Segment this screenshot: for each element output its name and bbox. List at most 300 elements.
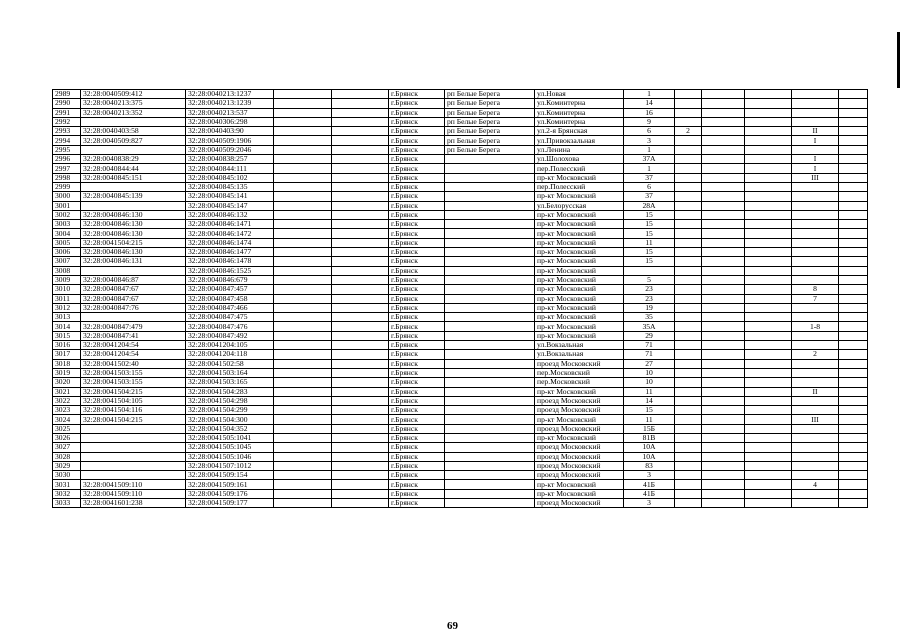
extra-cell-c xyxy=(745,238,792,247)
house-number-cell: 10А xyxy=(624,452,675,461)
extra-cell-a xyxy=(675,359,702,368)
extra-cell-d xyxy=(839,433,868,442)
street-cell: пр-кт Московский xyxy=(535,313,624,322)
cadastral-number-cell: 32:28:0040846:132 xyxy=(186,210,274,219)
table-row xyxy=(53,396,868,405)
city-cell: г.Брянск xyxy=(389,368,445,377)
extra-cell-d xyxy=(839,368,868,377)
street-cell: пр-кт Московский xyxy=(535,387,624,396)
blank-cell-b xyxy=(332,238,389,247)
extra-cell-d xyxy=(839,238,868,247)
row-number-cell: 3021 xyxy=(53,387,81,396)
city-cell: г.Брянск xyxy=(389,322,445,331)
extra-cell-c xyxy=(745,108,792,117)
cadastral-number-cell: 32:28:0040306:298 xyxy=(186,117,274,126)
apartment-cell xyxy=(792,471,839,480)
row-number-cell: 3031 xyxy=(53,480,81,489)
street-cell: пр-кт Московский xyxy=(535,415,624,424)
blank-cell-b xyxy=(332,499,389,508)
house-number-cell: 37 xyxy=(624,192,675,201)
house-number-cell: 15 xyxy=(624,257,675,266)
street-cell: проезд Московский xyxy=(535,424,624,433)
cadastral-quarter-cell: 32:28:0041509:110 xyxy=(81,480,186,489)
blank-cell-a xyxy=(274,182,332,191)
row-number-cell: 2992 xyxy=(53,117,81,126)
house-number-cell: 37 xyxy=(624,173,675,182)
blank-cell-b xyxy=(332,489,389,498)
blank-cell-b xyxy=(332,359,389,368)
settlement-cell: рп Белые Берега xyxy=(445,108,535,117)
apartment-cell xyxy=(792,192,839,201)
cadastral-number-cell: 32:28:0041505:1046 xyxy=(186,452,274,461)
street-cell: пр-кт Московский xyxy=(535,480,624,489)
table-row xyxy=(53,266,868,275)
cadastral-number-cell: 32:28:0040213:537 xyxy=(186,108,274,117)
extra-cell-b xyxy=(702,387,745,396)
extra-cell-a xyxy=(675,201,702,210)
blank-cell-a xyxy=(274,275,332,284)
extra-cell-d xyxy=(839,499,868,508)
street-cell: ул.Вокзальная xyxy=(535,350,624,359)
row-number-cell: 2991 xyxy=(53,108,81,117)
cadastral-quarter-cell xyxy=(81,452,186,461)
settlement-cell xyxy=(445,285,535,294)
cadastral-quarter-cell: 32:28:0041504:105 xyxy=(81,396,186,405)
table-row xyxy=(53,285,868,294)
extra-cell-c xyxy=(745,303,792,312)
row-number-cell: 3005 xyxy=(53,238,81,247)
extra-cell-b xyxy=(702,471,745,480)
extra-cell-a xyxy=(675,433,702,442)
cadastral-quarter-cell: 32:28:0041504:215 xyxy=(81,415,186,424)
apartment-cell xyxy=(792,248,839,257)
extra-cell-a xyxy=(675,294,702,303)
table-row xyxy=(53,275,868,284)
extra-cell-c xyxy=(745,173,792,182)
city-cell: г.Брянск xyxy=(389,285,445,294)
extra-cell-c xyxy=(745,248,792,257)
cadastral-quarter-cell: 32:28:0040847:67 xyxy=(81,294,186,303)
cadastral-number-cell: 32:28:0041505:1041 xyxy=(186,433,274,442)
settlement-cell xyxy=(445,322,535,331)
street-cell: пр-кт Московский xyxy=(535,331,624,340)
cadastral-number-cell: 32:28:0041204:118 xyxy=(186,350,274,359)
blank-cell-b xyxy=(332,313,389,322)
table-row xyxy=(53,238,868,247)
extra-cell-d xyxy=(839,257,868,266)
row-number-cell: 3029 xyxy=(53,461,81,470)
extra-cell-c xyxy=(745,201,792,210)
cadastral-quarter-cell xyxy=(81,201,186,210)
blank-cell-a xyxy=(274,99,332,108)
cadastral-number-cell: 32:28:0041509:176 xyxy=(186,489,274,498)
house-number-cell xyxy=(624,266,675,275)
extra-cell-b xyxy=(702,173,745,182)
city-cell: г.Брянск xyxy=(389,220,445,229)
apartment-cell xyxy=(792,461,839,470)
street-cell: ул.Коминтерна xyxy=(535,99,624,108)
blank-cell-a xyxy=(274,480,332,489)
extra-cell-d xyxy=(839,461,868,470)
apartment-cell xyxy=(792,368,839,377)
extra-cell-a xyxy=(675,406,702,415)
blank-cell-a xyxy=(274,313,332,322)
blank-cell-b xyxy=(332,201,389,210)
row-number-cell: 2989 xyxy=(53,90,81,99)
table-row xyxy=(53,313,868,322)
extra-cell-c xyxy=(745,350,792,359)
settlement-cell xyxy=(445,341,535,350)
cadastral-number-cell: 32:28:0040846:1472 xyxy=(186,229,274,238)
table-row xyxy=(53,257,868,266)
house-number-cell: 6 xyxy=(624,127,675,136)
table-row xyxy=(53,229,868,238)
row-number-cell: 3020 xyxy=(53,378,81,387)
extra-cell-a xyxy=(675,387,702,396)
page-number: 69 xyxy=(447,620,458,632)
row-number-cell: 3023 xyxy=(53,406,81,415)
extra-cell-b xyxy=(702,229,745,238)
sheet-edge-mark xyxy=(897,32,900,88)
blank-cell-b xyxy=(332,136,389,145)
blank-cell-a xyxy=(274,489,332,498)
extra-cell-b xyxy=(702,313,745,322)
extra-cell-a xyxy=(675,461,702,470)
blank-cell-a xyxy=(274,192,332,201)
city-cell: г.Брянск xyxy=(389,145,445,154)
street-cell: проезд Московский xyxy=(535,499,624,508)
street-cell: ул.Ленина xyxy=(535,145,624,154)
table-row xyxy=(53,108,868,117)
cadastral-quarter-cell: 32:28:0040847:41 xyxy=(81,331,186,340)
row-number-cell: 3006 xyxy=(53,248,81,257)
blank-cell-a xyxy=(274,285,332,294)
settlement-cell: рп Белые Берега xyxy=(445,127,535,136)
city-cell: г.Брянск xyxy=(389,275,445,284)
house-number-cell: 15 xyxy=(624,210,675,219)
blank-cell-b xyxy=(332,117,389,126)
house-number-cell: 41Б xyxy=(624,489,675,498)
table-row xyxy=(53,294,868,303)
apartment-cell: 2 xyxy=(792,350,839,359)
extra-cell-c xyxy=(745,489,792,498)
cadastral-quarter-cell xyxy=(81,443,186,452)
row-number-cell: 3030 xyxy=(53,471,81,480)
extra-cell-b xyxy=(702,322,745,331)
blank-cell-a xyxy=(274,303,332,312)
house-number-cell: 28А xyxy=(624,201,675,210)
extra-cell-a xyxy=(675,471,702,480)
extra-cell-b xyxy=(702,331,745,340)
blank-cell-a xyxy=(274,499,332,508)
settlement-cell: рп Белые Берега xyxy=(445,117,535,126)
blank-cell-a xyxy=(274,471,332,480)
blank-cell-b xyxy=(332,443,389,452)
blank-cell-a xyxy=(274,443,332,452)
apartment-cell xyxy=(792,201,839,210)
apartment-cell xyxy=(792,182,839,191)
apartment-cell xyxy=(792,266,839,275)
row-number-cell: 2996 xyxy=(53,155,81,164)
extra-cell-c xyxy=(745,461,792,470)
extra-cell-c xyxy=(745,182,792,191)
extra-cell-c xyxy=(745,117,792,126)
street-cell: ул.Новая xyxy=(535,90,624,99)
apartment-cell: I xyxy=(792,164,839,173)
table-row xyxy=(53,471,868,480)
blank-cell-b xyxy=(332,229,389,238)
city-cell: г.Брянск xyxy=(389,117,445,126)
settlement-cell xyxy=(445,313,535,322)
table-row xyxy=(53,201,868,210)
table-row xyxy=(53,368,868,377)
extra-cell-c xyxy=(745,275,792,284)
extra-cell-d xyxy=(839,145,868,154)
street-cell: ул.Вокзальная xyxy=(535,341,624,350)
blank-cell-b xyxy=(332,480,389,489)
extra-cell-b xyxy=(702,108,745,117)
row-number-cell: 3007 xyxy=(53,257,81,266)
extra-cell-b xyxy=(702,257,745,266)
blank-cell-a xyxy=(274,433,332,442)
cadastral-number-cell: 32:28:0040846:1477 xyxy=(186,248,274,257)
city-cell: г.Брянск xyxy=(389,350,445,359)
city-cell: г.Брянск xyxy=(389,248,445,257)
extra-cell-b xyxy=(702,136,745,145)
extra-cell-c xyxy=(745,452,792,461)
extra-cell-d xyxy=(839,350,868,359)
extra-cell-d xyxy=(839,303,868,312)
extra-cell-b xyxy=(702,396,745,405)
cadastral-number-cell: 32:28:0040845:141 xyxy=(186,192,274,201)
extra-cell-a xyxy=(675,499,702,508)
cadastral-number-cell: 32:28:0041504:300 xyxy=(186,415,274,424)
house-number-cell: 19 xyxy=(624,303,675,312)
house-number-cell: 83 xyxy=(624,461,675,470)
extra-cell-a xyxy=(675,99,702,108)
cadastral-quarter-cell: 32:28:0040845:151 xyxy=(81,173,186,182)
city-cell: г.Брянск xyxy=(389,155,445,164)
blank-cell-a xyxy=(274,378,332,387)
street-cell: ул.Привокзальная xyxy=(535,136,624,145)
settlement-cell xyxy=(445,229,535,238)
extra-cell-d xyxy=(839,471,868,480)
extra-cell-d xyxy=(839,285,868,294)
house-number-cell: 10 xyxy=(624,378,675,387)
settlement-cell xyxy=(445,424,535,433)
city-cell: г.Брянск xyxy=(389,266,445,275)
cadastral-number-cell: 32:28:0041503:165 xyxy=(186,378,274,387)
row-number-cell: 3024 xyxy=(53,415,81,424)
cadastral-number-cell: 32:28:0041502:58 xyxy=(186,359,274,368)
extra-cell-d xyxy=(839,210,868,219)
apartment-cell xyxy=(792,424,839,433)
house-number-cell: 71 xyxy=(624,341,675,350)
table-row xyxy=(53,136,868,145)
extra-cell-c xyxy=(745,192,792,201)
cadastral-quarter-cell: 32:28:0041504:215 xyxy=(81,387,186,396)
table-row xyxy=(53,406,868,415)
blank-cell-a xyxy=(274,220,332,229)
apartment-cell xyxy=(792,303,839,312)
cadastral-quarter-cell xyxy=(81,266,186,275)
extra-cell-c xyxy=(745,136,792,145)
house-number-cell: 14 xyxy=(624,396,675,405)
apartment-cell xyxy=(792,406,839,415)
city-cell: г.Брянск xyxy=(389,489,445,498)
house-number-cell: 71 xyxy=(624,350,675,359)
extra-cell-c xyxy=(745,331,792,340)
street-cell: ул.Шолохова xyxy=(535,155,624,164)
extra-cell-c xyxy=(745,480,792,489)
cadastral-number-cell: 32:28:0040846:1471 xyxy=(186,220,274,229)
extra-cell-d xyxy=(839,415,868,424)
cadastral-number-cell: 32:28:0041509:154 xyxy=(186,471,274,480)
extra-cell-d xyxy=(839,378,868,387)
extra-cell-d xyxy=(839,164,868,173)
blank-cell-b xyxy=(332,127,389,136)
settlement-cell xyxy=(445,368,535,377)
apartment-cell xyxy=(792,90,839,99)
blank-cell-b xyxy=(332,322,389,331)
extra-cell-a xyxy=(675,117,702,126)
house-number-cell: 35А xyxy=(624,322,675,331)
cadastral-quarter-cell: 32:28:0040846:130 xyxy=(81,210,186,219)
blank-cell-a xyxy=(274,368,332,377)
row-number-cell: 3026 xyxy=(53,433,81,442)
table-row xyxy=(53,90,868,99)
apartment-cell xyxy=(792,396,839,405)
cadastral-quarter-cell xyxy=(81,433,186,442)
city-cell: г.Брянск xyxy=(389,127,445,136)
register-table xyxy=(52,89,868,508)
extra-cell-b xyxy=(702,424,745,433)
apartment-cell: 1-8 xyxy=(792,322,839,331)
city-cell: г.Брянск xyxy=(389,164,445,173)
extra-cell-d xyxy=(839,201,868,210)
apartment-cell xyxy=(792,489,839,498)
table-row xyxy=(53,443,868,452)
settlement-cell xyxy=(445,350,535,359)
blank-cell-b xyxy=(332,108,389,117)
table-row xyxy=(53,387,868,396)
extra-cell-c xyxy=(745,322,792,331)
street-cell: пр-кт Московский xyxy=(535,294,624,303)
settlement-cell xyxy=(445,173,535,182)
extra-cell-d xyxy=(839,220,868,229)
house-number-cell: 29 xyxy=(624,331,675,340)
blank-cell-b xyxy=(332,285,389,294)
cadastral-number-cell: 32:28:0040509:2046 xyxy=(186,145,274,154)
table-row xyxy=(53,117,868,126)
extra-cell-b xyxy=(702,443,745,452)
extra-cell-b xyxy=(702,499,745,508)
table-row xyxy=(53,210,868,219)
settlement-cell xyxy=(445,443,535,452)
extra-cell-b xyxy=(702,248,745,257)
cadastral-quarter-cell: 32:28:0040845:139 xyxy=(81,192,186,201)
street-cell: пр-кт Московский xyxy=(535,489,624,498)
city-cell: г.Брянск xyxy=(389,99,445,108)
extra-cell-c xyxy=(745,443,792,452)
settlement-cell xyxy=(445,238,535,247)
blank-cell-a xyxy=(274,145,332,154)
extra-cell-a xyxy=(675,266,702,275)
house-number-cell: 11 xyxy=(624,415,675,424)
street-cell: проезд Московский xyxy=(535,452,624,461)
city-cell: г.Брянск xyxy=(389,471,445,480)
apartment-cell xyxy=(792,378,839,387)
extra-cell-d xyxy=(839,173,868,182)
extra-cell-b xyxy=(702,182,745,191)
blank-cell-b xyxy=(332,99,389,108)
row-number-cell: 3033 xyxy=(53,499,81,508)
apartment-cell xyxy=(792,145,839,154)
extra-cell-d xyxy=(839,136,868,145)
apartment-cell xyxy=(792,238,839,247)
settlement-cell xyxy=(445,378,535,387)
cadastral-quarter-cell: 32:28:0040846:130 xyxy=(81,220,186,229)
extra-cell-d xyxy=(839,322,868,331)
blank-cell-a xyxy=(274,350,332,359)
apartment-cell: I xyxy=(792,136,839,145)
apartment-cell xyxy=(792,341,839,350)
apartment-cell xyxy=(792,499,839,508)
extra-cell-d xyxy=(839,192,868,201)
blank-cell-a xyxy=(274,359,332,368)
row-number-cell: 2999 xyxy=(53,182,81,191)
table-row xyxy=(53,331,868,340)
house-number-cell: 27 xyxy=(624,359,675,368)
row-number-cell: 2990 xyxy=(53,99,81,108)
settlement-cell xyxy=(445,387,535,396)
blank-cell-a xyxy=(274,136,332,145)
extra-cell-c xyxy=(745,499,792,508)
table-row xyxy=(53,424,868,433)
extra-cell-b xyxy=(702,145,745,154)
street-cell: пр-кт Московский xyxy=(535,192,624,201)
extra-cell-a xyxy=(675,108,702,117)
cadastral-number-cell: 32:28:0040845:102 xyxy=(186,173,274,182)
cadastral-number-cell: 32:28:0040844:111 xyxy=(186,164,274,173)
city-cell: г.Брянск xyxy=(389,182,445,191)
cadastral-number-cell: 32:28:0041503:164 xyxy=(186,368,274,377)
blank-cell-b xyxy=(332,350,389,359)
street-cell: проезд Московский xyxy=(535,443,624,452)
extra-cell-d xyxy=(839,182,868,191)
house-number-cell: 1 xyxy=(624,90,675,99)
extra-cell-b xyxy=(702,238,745,247)
extra-cell-d xyxy=(839,117,868,126)
table-row xyxy=(53,433,868,442)
blank-cell-a xyxy=(274,117,332,126)
extra-cell-c xyxy=(745,424,792,433)
row-number-cell: 3019 xyxy=(53,368,81,377)
cadastral-quarter-cell: 32:28:0041204:54 xyxy=(81,350,186,359)
extra-cell-a xyxy=(675,192,702,201)
extra-cell-a xyxy=(675,275,702,284)
settlement-cell: рп Белые Берега xyxy=(445,90,535,99)
cadastral-quarter-cell: 32:28:0040846:87 xyxy=(81,275,186,284)
house-number-cell: 3 xyxy=(624,471,675,480)
blank-cell-a xyxy=(274,415,332,424)
extra-cell-a xyxy=(675,285,702,294)
apartment-cell xyxy=(792,257,839,266)
settlement-cell xyxy=(445,499,535,508)
extra-cell-d xyxy=(839,99,868,108)
apartment-cell xyxy=(792,452,839,461)
extra-cell-b xyxy=(702,164,745,173)
